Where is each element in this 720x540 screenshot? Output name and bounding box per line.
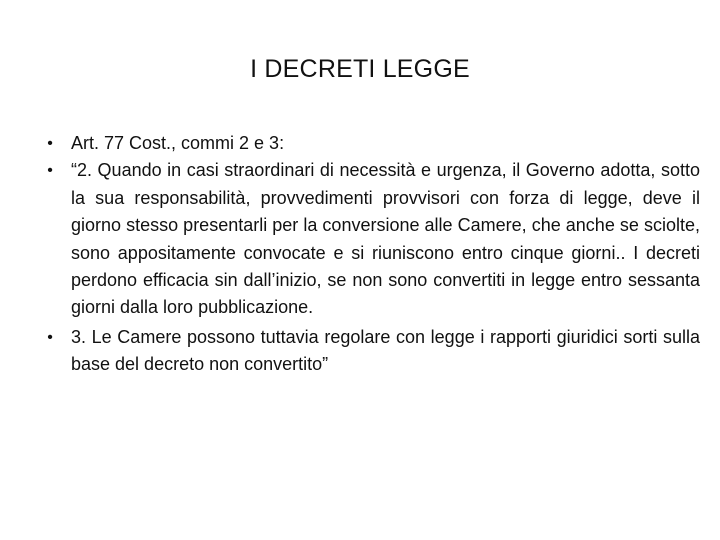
bullet-text: Art. 77 Cost., commi 2 e 3: [71, 133, 285, 153]
bullet-marker-icon: • [47, 135, 53, 152]
bullet-item-article-reference [44, 130, 700, 157]
bullet-marker-icon: • [47, 162, 53, 180]
bullet-list [44, 130, 700, 379]
bullet-item-comma-3 [44, 324, 700, 379]
bullet-marker-icon: • [47, 328, 53, 346]
slide-title: I DECRETI LEGGE [250, 55, 470, 83]
bullet-item-comma-2 [44, 157, 700, 321]
bullet-text: 3. Le Camere possono tuttavia regolare con legge i rapporti giuridici sorti sulla base del decreto non convertito” [71, 326, 700, 375]
bullet-text: “2. Quando in casi straordinari di necessità e urgenza, il Governo adotta, sotto la sua responsabilità, provvedimenti provvisori con forza di legge, deve il giorno stesso presentarli per la conversione alle Camere, che anche se sciolte, sono appositamente convocate e si riuniscono entro cinque giorni.. I decreti perdono efficacia sin dall’inizio, se non sono convertiti in legge entro sessanta giorni dalla loro pubblicazione. [71, 160, 700, 318]
